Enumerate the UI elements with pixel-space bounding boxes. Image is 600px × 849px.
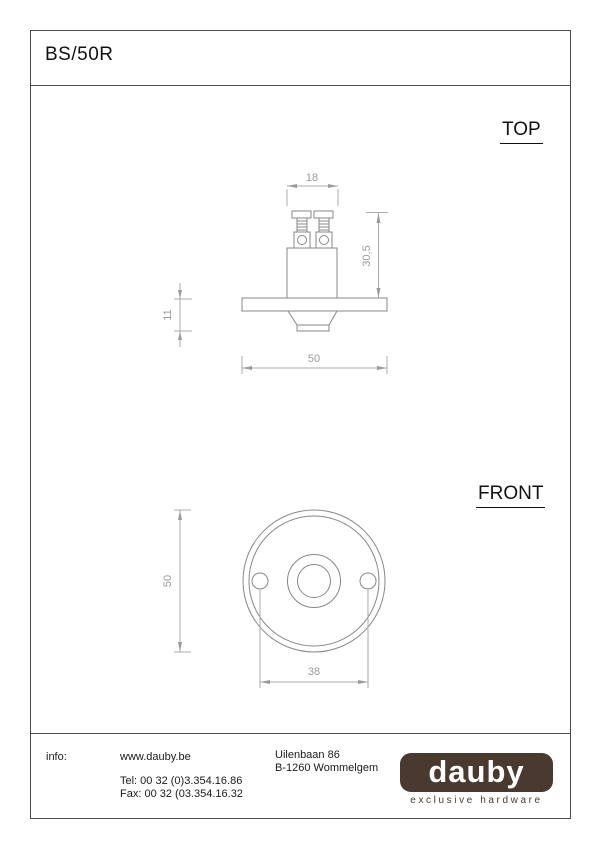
push-button-side	[288, 311, 337, 331]
top-view-label: TOP	[500, 119, 543, 144]
screw-left	[292, 211, 311, 248]
dim-38	[260, 590, 368, 688]
address-line2: B-1260 Wommelgem	[275, 762, 379, 774]
dim-18	[287, 172, 338, 206]
dim-50-front-value: 50	[162, 574, 174, 588]
dim-30-5-value: 30,5	[361, 245, 373, 267]
rosette-outer-circle	[243, 510, 385, 652]
front-view-drawing	[162, 510, 385, 688]
screw-hole-left	[252, 573, 268, 589]
dim-18-value: 18	[305, 172, 319, 184]
telephone-text: Tel: 00 32 (0)3.354.16.86	[120, 775, 243, 787]
dim-50-top	[242, 353, 387, 374]
dim-11	[162, 283, 192, 347]
rosette-plate-side	[242, 298, 387, 311]
screw-right	[314, 211, 333, 248]
top-view-drawing	[162, 172, 388, 374]
front-view-label: FRONT	[476, 483, 545, 508]
button-outer-circle	[288, 555, 341, 608]
dim-11-value: 11	[162, 309, 174, 321]
body-block	[287, 248, 337, 298]
address-line1: Uilenbaan 86	[275, 749, 340, 761]
dim-30-5	[361, 213, 388, 299]
website-text: www.dauby.be	[120, 751, 191, 763]
button-inner-circle	[298, 565, 331, 598]
screw-hole-right	[360, 573, 376, 589]
product-code-title: BS/50R	[45, 44, 114, 65]
info-label: info:	[46, 751, 67, 763]
dauby-logo-wordmark: dauby	[428, 753, 525, 789]
dim-50-front	[162, 510, 191, 652]
dauby-logo	[400, 753, 553, 792]
dauby-logo-tagline: exclusive hardware	[410, 795, 543, 806]
fax-text: Fax: 00 32 (03.354.16.32	[120, 788, 243, 800]
dim-38-value: 38	[307, 666, 321, 678]
dim-50-top-value: 50	[307, 353, 321, 365]
